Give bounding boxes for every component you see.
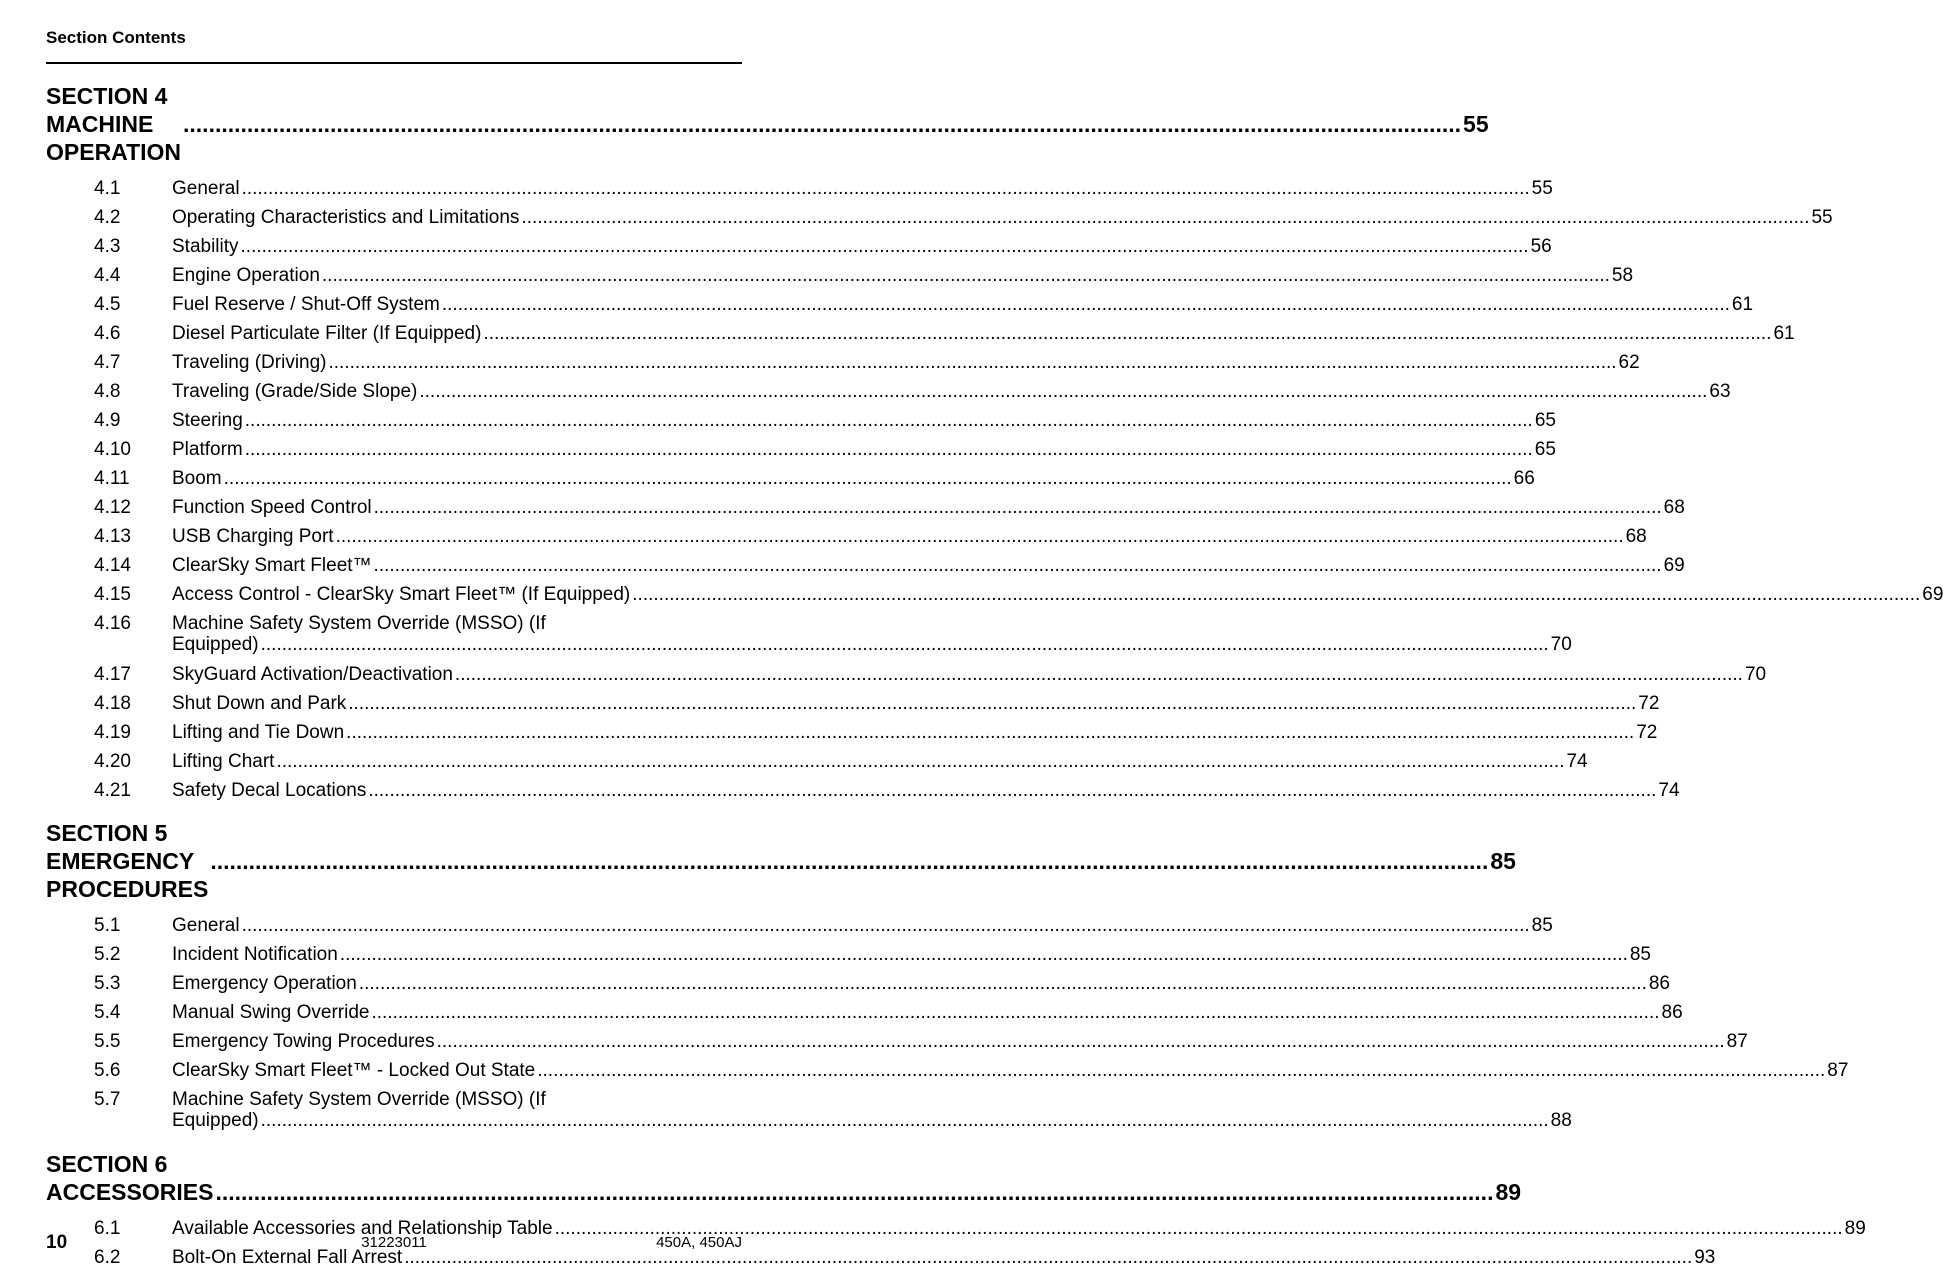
entry-number: 4.9 [94, 410, 121, 431]
entry-number: 5.6 [94, 1060, 121, 1081]
entry-title: Stability [172, 236, 239, 257]
document-number: 31223011 [361, 1234, 427, 1251]
dot-leader [348, 689, 1636, 718]
entry-title: Function Speed Control [172, 497, 372, 518]
entry-title: Available Accessories and Relationship Table [172, 1218, 553, 1239]
dot-leader [374, 551, 1662, 580]
dot-leader [371, 998, 1659, 1027]
entry-title: Incident Notification [172, 944, 338, 965]
toc-entry[interactable] [46, 174, 1553, 203]
dot-leader [322, 261, 1610, 290]
entry-title: Traveling (Driving) [172, 352, 327, 373]
entry-page-number: 55 [1811, 207, 1833, 228]
header-title: Section Contents [46, 28, 186, 47]
dot-leader [368, 776, 1656, 805]
dot-leader [329, 348, 1617, 377]
dot-leader [437, 1027, 1725, 1056]
entry-number: 4.18 [94, 693, 131, 714]
dot-leader [245, 435, 1533, 464]
entry-number: 4.16 [94, 613, 131, 634]
entry-title: Shut Down and Park [172, 693, 347, 714]
model-name: 450A, 450AJ [656, 1234, 742, 1251]
toc-entry[interactable] [46, 377, 1731, 406]
page-number: 10 [46, 1232, 68, 1253]
toc-entry[interactable] [46, 580, 1943, 609]
section-title: MACHINE OPERATION [46, 111, 182, 165]
entry-title: Lifting Chart [172, 751, 275, 772]
entry-page-number: 85 [1629, 944, 1651, 965]
entry-number: 4.21 [94, 780, 131, 801]
dot-leader [276, 747, 1564, 776]
entry-page-number: 62 [1618, 352, 1640, 373]
entry-page-number: 86 [1661, 1002, 1683, 1023]
entry-number: 4.2 [94, 207, 121, 228]
entry-page-number: 63 [1709, 381, 1731, 402]
dot-leader [483, 319, 1771, 348]
section-title-link[interactable] [46, 847, 1516, 903]
entry-page-number: 89 [1844, 1218, 1866, 1239]
entry-title: Lifting and Tie Down [172, 722, 345, 743]
entry-page-number: 88 [1550, 1110, 1572, 1131]
dot-leader [242, 911, 1530, 940]
entry-title-line1: Machine Safety System Override (MSSO) (If [172, 1089, 546, 1110]
dot-leader [245, 406, 1533, 435]
entry-title: Boom [172, 468, 222, 489]
entry-page-number: 70 [1550, 634, 1572, 655]
entry-title: Steering [172, 410, 243, 431]
entry-page-number: 68 [1663, 497, 1685, 518]
dot-leader [537, 1056, 1825, 1085]
toc-entry[interactable] [46, 1085, 1572, 1136]
toc-entry[interactable] [46, 940, 1651, 969]
entry-number: 4.15 [94, 584, 131, 605]
entry-title: SkyGuard Activation/Deactivation [172, 664, 453, 685]
entry-page-number: 85 [1531, 915, 1553, 936]
toc-entry[interactable] [46, 747, 1588, 776]
entry-page-number: 69 [1663, 555, 1685, 576]
entry-number: 5.3 [94, 973, 121, 994]
dot-leader [224, 464, 1512, 493]
entry-page-number: 58 [1611, 265, 1634, 286]
toc-entry[interactable] [46, 776, 1680, 805]
entry-title: Equipped) [172, 634, 259, 655]
entry-title-line1: Machine Safety System Override (MSSO) (If [172, 613, 546, 634]
entry-number: 4.20 [94, 751, 131, 772]
entry-title: Operating Characteristics and Limitations [172, 207, 520, 228]
dot-leader [374, 493, 1662, 522]
dot-leader [442, 290, 1730, 319]
entry-title: ClearSky Smart Fleet™ [172, 555, 372, 576]
entry-page-number: 72 [1638, 693, 1660, 714]
toc-entry[interactable] [46, 203, 1833, 232]
entry-page-number: 55 [1531, 178, 1553, 199]
entry-title: Platform [172, 439, 243, 460]
entry-page-number: 86 [1648, 973, 1670, 994]
table-of-contents [46, 82, 1943, 1272]
entry-number: 4.4 [94, 265, 121, 286]
entry-title: Fuel Reserve / Shut-Off System [172, 294, 440, 315]
dot-leader [555, 1214, 1843, 1243]
entry-title: ClearSky Smart Fleet™ - Locked Out State [172, 1060, 536, 1081]
dot-leader [632, 580, 1920, 609]
entry-number: 4.10 [94, 439, 131, 460]
entry-number: 4.12 [94, 497, 131, 518]
toc-entry[interactable] [46, 1027, 1748, 1056]
entry-title: Diesel Particulate Filter (If Equipped) [172, 323, 482, 344]
section-page-number: 55 [1463, 111, 1489, 137]
entry-number: 4.8 [94, 381, 121, 402]
entry-page-number: 65 [1534, 439, 1556, 460]
dot-leader [241, 232, 1529, 261]
section-title: EMERGENCY PROCEDURES [46, 848, 209, 902]
entry-title: Emergency Towing Procedures [172, 1031, 435, 1052]
entry-page-number: 69 [1922, 584, 1943, 605]
entry-number: 4.17 [94, 664, 131, 685]
dot-leader [359, 969, 1647, 998]
dot-leader [242, 174, 1530, 203]
toc-entry[interactable] [46, 232, 1552, 261]
entry-title: USB Charging Port [172, 526, 334, 547]
entry-title: Engine Operation [172, 265, 320, 286]
entry-title: Equipped) [172, 1110, 259, 1131]
dot-leader [215, 1178, 1493, 1206]
entry-number: 5.5 [94, 1031, 121, 1052]
dot-leader [336, 522, 1624, 551]
entry-title: Emergency Operation [172, 973, 357, 994]
entry-page-number: 68 [1625, 526, 1647, 547]
dot-leader [340, 940, 1628, 969]
entry-page-number: 93 [1694, 1247, 1716, 1268]
header-rule [46, 62, 742, 64]
section-title: ACCESSORIES [46, 1179, 214, 1205]
entry-page-number: 74 [1566, 751, 1588, 772]
entry-number: 4.7 [94, 352, 121, 373]
entry-page-number: 65 [1534, 410, 1556, 431]
section-title-link[interactable] [46, 1178, 1522, 1206]
section-page-number: 85 [1490, 848, 1516, 874]
toc-entry[interactable] [46, 1056, 1849, 1085]
page-footer [46, 1232, 742, 1256]
toc-entry[interactable] [46, 609, 1572, 660]
entry-page-number: 74 [1658, 780, 1680, 801]
dot-leader [455, 660, 1743, 689]
entry-page-number: 87 [1827, 1060, 1849, 1081]
entry-number: 5.7 [94, 1089, 121, 1110]
entry-number: 4.5 [94, 294, 121, 315]
entry-number: 4.1 [94, 178, 121, 199]
entry-number: 6.2 [94, 1247, 121, 1268]
entry-page-number: 56 [1530, 236, 1552, 257]
entry-title: General [172, 178, 240, 199]
section-title-link[interactable] [46, 110, 1489, 166]
entry-number: 4.19 [94, 722, 131, 743]
section-page-number: 89 [1495, 1179, 1522, 1205]
toc-entry[interactable] [46, 911, 1553, 940]
entry-page-number: 87 [1726, 1031, 1748, 1052]
section-label: SECTION 4 [46, 83, 168, 109]
entry-page-number: 70 [1744, 664, 1767, 685]
entry-number: 5.4 [94, 1002, 121, 1023]
dot-leader [419, 377, 1707, 406]
toc-entry[interactable] [46, 290, 1754, 319]
entry-title: Bolt-On External Fall Arrest [172, 1247, 403, 1268]
dot-leader [261, 634, 1549, 656]
toc-entry[interactable] [46, 660, 1767, 689]
toc-entry[interactable] [46, 522, 1647, 551]
entry-page-number: 61 [1731, 294, 1754, 315]
entry-number: 6.1 [94, 1218, 121, 1239]
dot-leader [183, 110, 1461, 138]
entry-title: General [172, 915, 240, 936]
dot-leader [346, 718, 1634, 747]
entry-title: Traveling (Grade/Side Slope) [172, 381, 418, 402]
toc-section [46, 82, 1943, 805]
toc-entry[interactable] [46, 493, 1685, 522]
dot-leader [261, 1110, 1549, 1132]
toc-entry[interactable] [46, 261, 1634, 290]
toc-entry[interactable] [46, 969, 1670, 998]
toc-entry[interactable] [46, 718, 1658, 747]
toc-entry[interactable] [46, 689, 1660, 718]
entry-page-number: 66 [1513, 468, 1535, 489]
entry-page-number: 72 [1636, 722, 1658, 743]
section-label: SECTION 6 [46, 1151, 168, 1177]
toc-section [46, 819, 1849, 1136]
toc-entry[interactable] [46, 998, 1683, 1027]
entry-title: Manual Swing Override [172, 1002, 370, 1023]
entry-list [46, 174, 1943, 805]
entry-list [46, 911, 1849, 1136]
entry-number: 4.14 [94, 555, 131, 576]
entry-title: Safety Decal Locations [172, 780, 367, 801]
entry-number: 4.11 [94, 468, 130, 489]
entry-number: 5.2 [94, 944, 121, 965]
toc-entry[interactable] [46, 406, 1556, 435]
toc-entry[interactable] [46, 551, 1685, 580]
dot-leader [210, 847, 1488, 875]
entry-number: 4.13 [94, 526, 131, 547]
entry-number: 4.3 [94, 236, 121, 257]
entry-number: 5.1 [94, 915, 121, 936]
entry-number: 4.6 [94, 323, 121, 344]
toc-entry[interactable] [46, 464, 1535, 493]
entry-title: Access Control - ClearSky Smart Fleet™ (If Equipped) [172, 584, 631, 605]
toc-entry[interactable] [46, 348, 1640, 377]
toc-entry[interactable] [46, 435, 1556, 464]
entry-page-number: 61 [1773, 323, 1795, 344]
toc-entry[interactable] [46, 319, 1795, 348]
dot-leader [521, 203, 1809, 232]
section-label: SECTION 5 [46, 820, 168, 846]
